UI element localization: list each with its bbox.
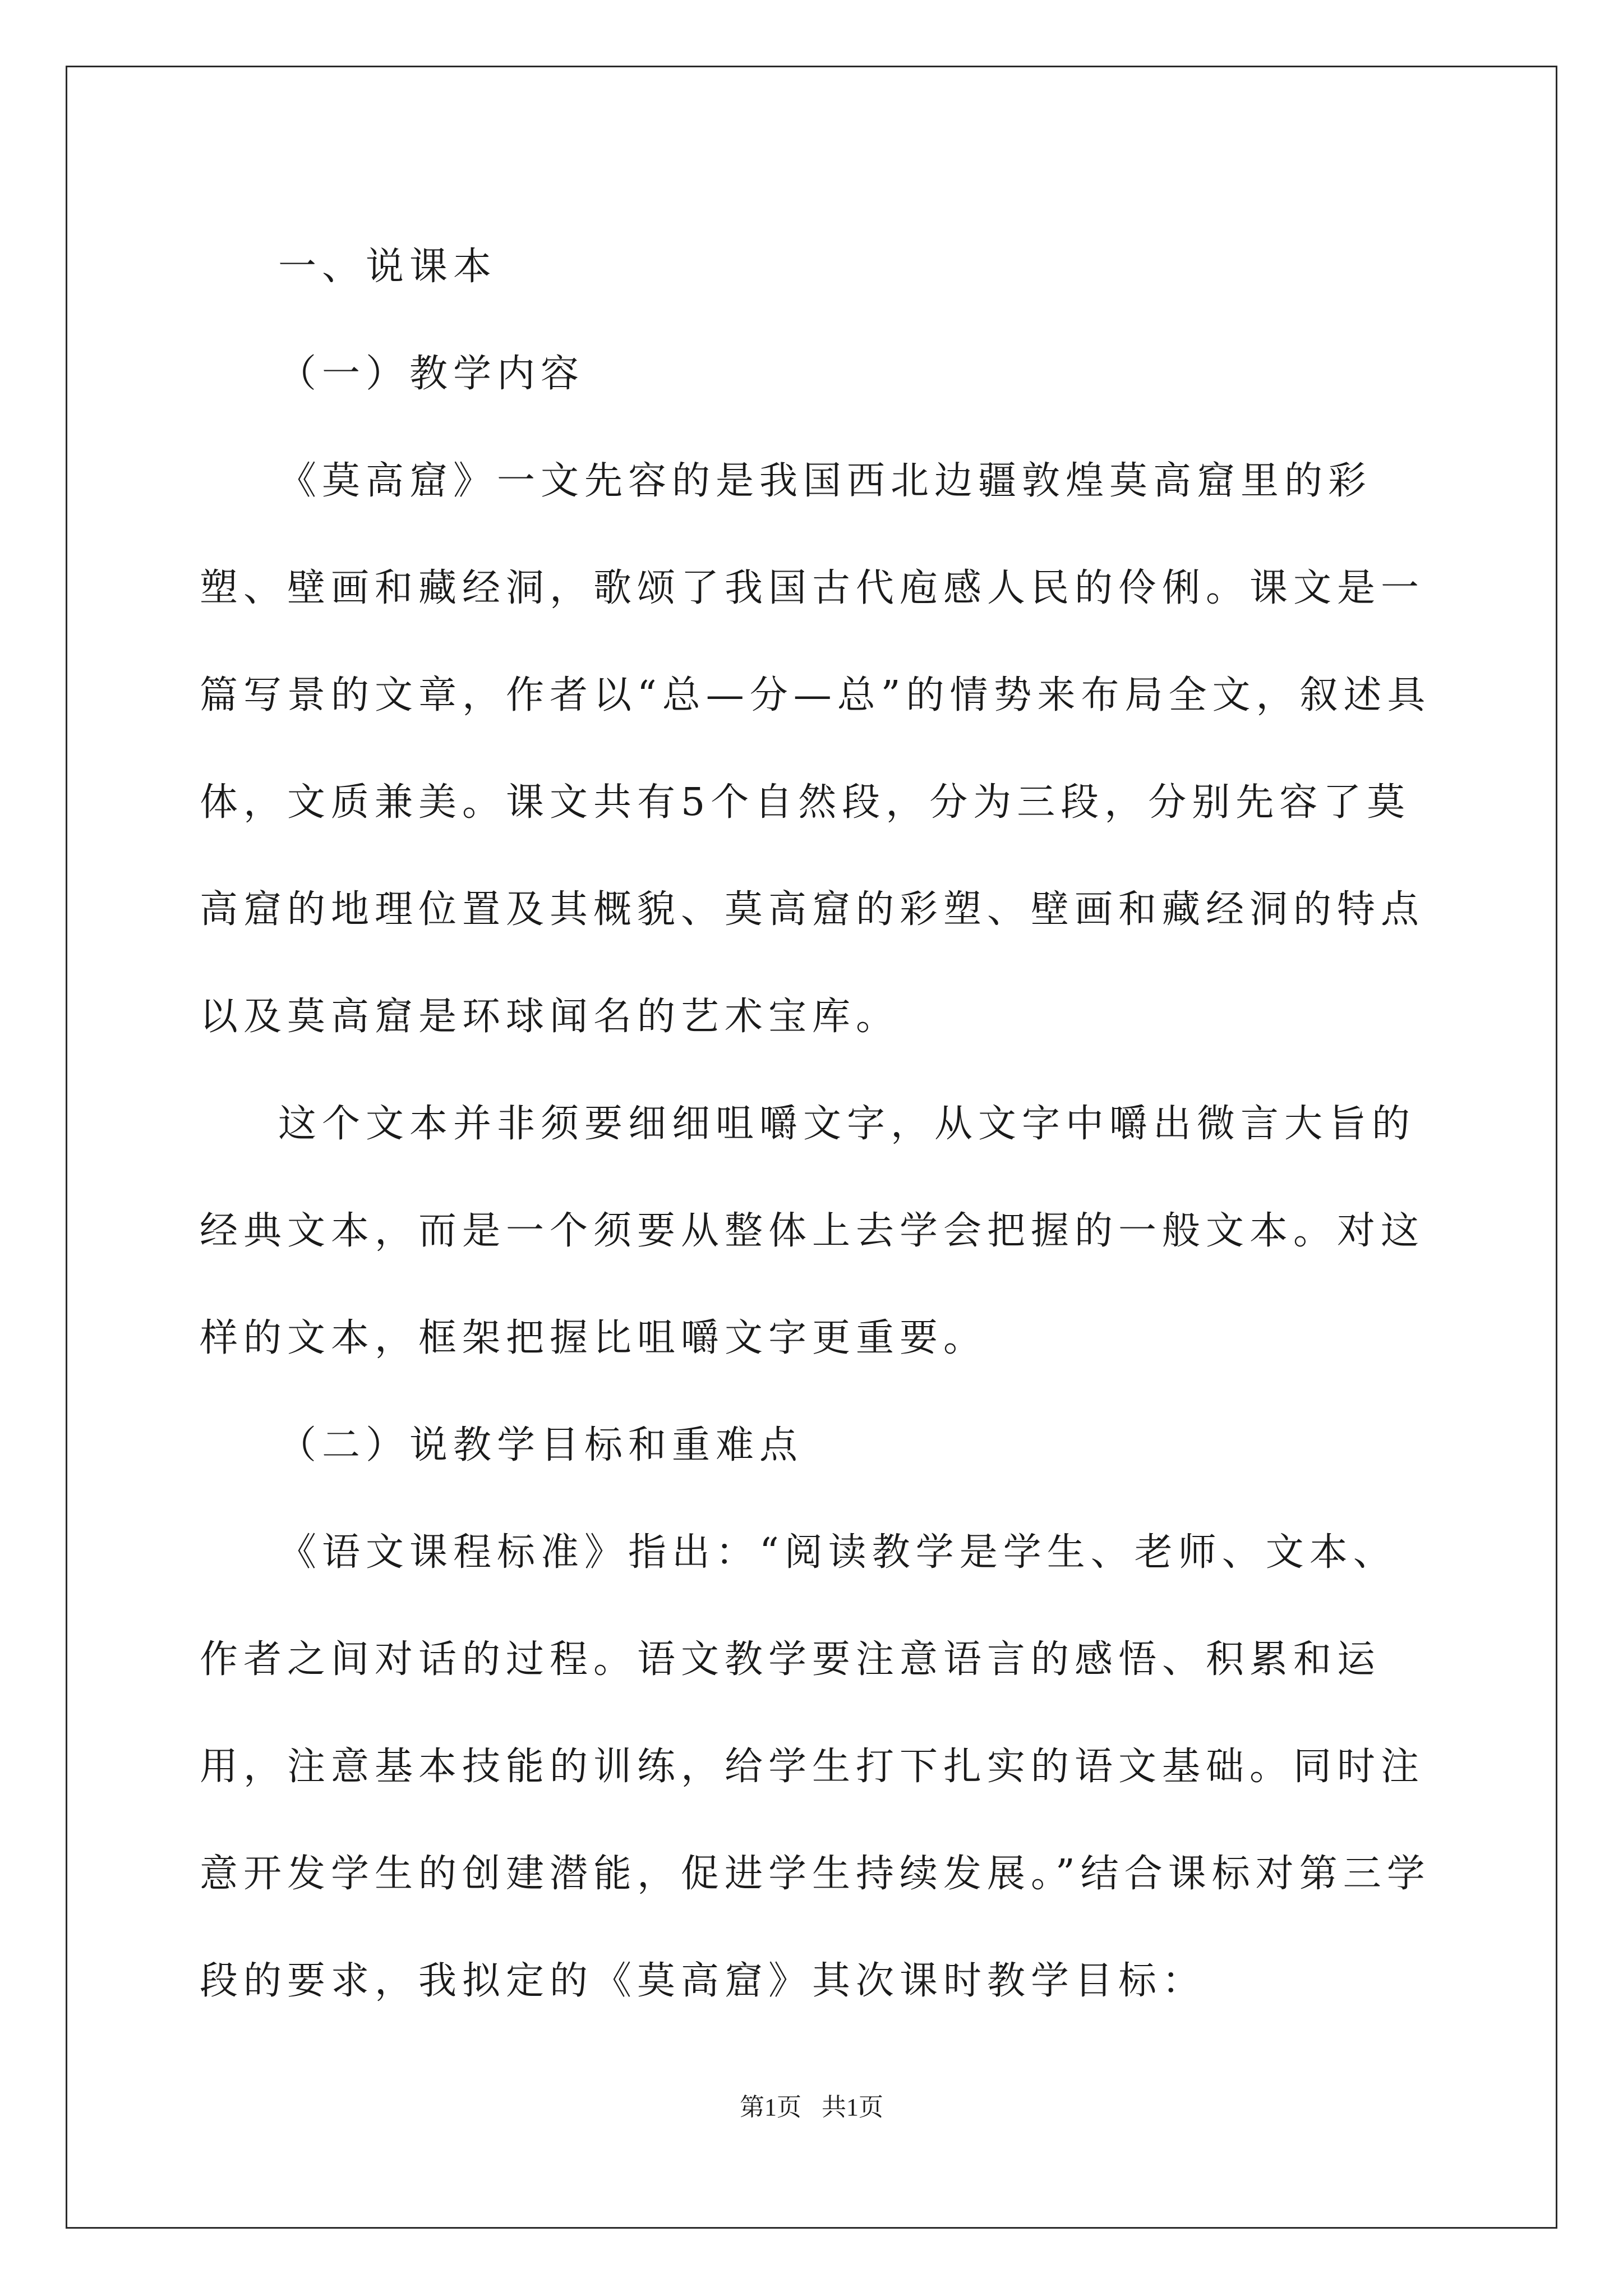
document-body — [200, 213, 1433, 2035]
page-number: 第1页 — [740, 2093, 801, 2121]
body-paragraph: 这个文本并非须要细细咀嚼文字，从文字中嚼出微言大旨的经典文本，而是一个须要从整体上去学会把握的一般文本。对这样的文本，框架把握比咀嚼文字更重要。 — [200, 1102, 1425, 1360]
section-heading: 一、说课本 — [278, 245, 497, 289]
body-paragraph: 《语文课程标准》指出：“阅读教学是学生、老师、文本、作者之间对话的过程。语文教学要注意语言的感悟、积累和运用，注意基本技能的训练，给学生打下扎实的语文基础。同时注意开发学生的创建潜能，促进学生持续发展。”结合课标对第三学段的要求，我拟定的《莫高窟》其次课时教学目标： — [200, 1530, 1431, 2003]
page-footer — [0, 2087, 1623, 2123]
page-count: 共1页 — [822, 2093, 883, 2121]
subsection-heading: （一）教学内容 — [278, 352, 585, 396]
subsection-heading: （二）说教学目标和重难点 — [278, 1423, 804, 1467]
body-paragraph: 《莫高窟》一文先容的是我国西北边疆敦煌莫高窟里的彩塑、壁画和藏经洞，歌颂了我国古代庖感人民的伶俐。课文是一篇写景的文章，作者以“总—分—总”的情势来布局全文，叙述具体，文质兼美。课文共有5个自然段，分为三段，分别先容了莫高窟的地理位置及其概貌、莫高窟的彩塑、壁画和藏经洞的特点以及莫高窟是环球闻名的艺术宝库。 — [200, 459, 1431, 1039]
